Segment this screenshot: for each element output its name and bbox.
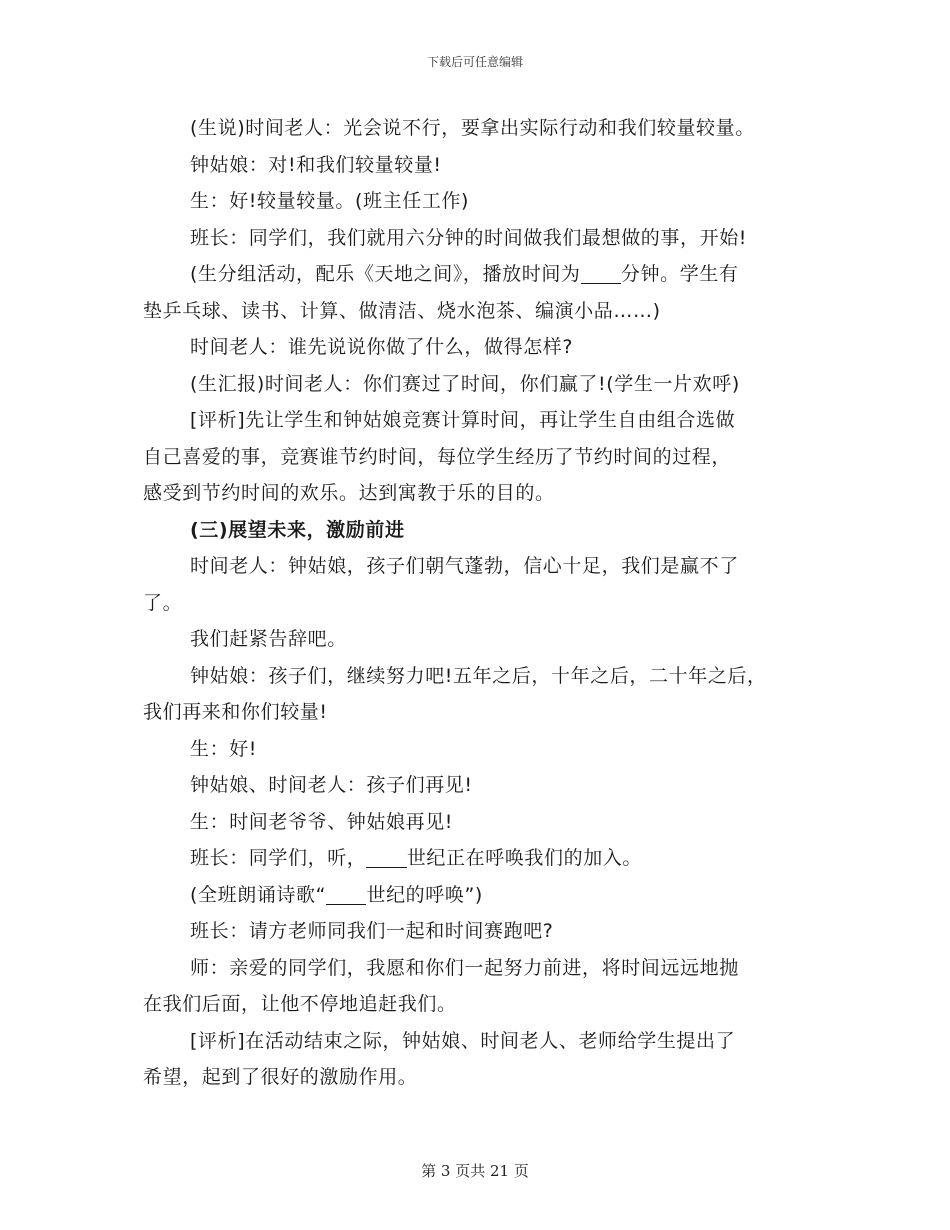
line-text-before: (生分组活动，配乐《天地之间》，播放时间为 — [190, 263, 581, 285]
paragraph-line: 钟姑娘：孩子们，继续努力吧!五年之后，十年之后，二十年之后， — [190, 664, 767, 687]
paragraph-line: 希望，起到了很好的激励作用。 — [143, 1066, 418, 1088]
paragraph-line: 钟姑娘：对!和我们较量较量! — [190, 153, 442, 176]
paragraph-line: 时间老人：钟姑娘，孩子们朝气蓬勃，信心十足，我们是赢不了 — [190, 555, 739, 577]
paragraph-line: 了。 — [143, 591, 183, 614]
line-text-after: 分钟。学生有 — [620, 263, 739, 285]
page-header: 下载后可任意编辑 — [426, 55, 523, 69]
paragraph-line — [143, 256, 823, 293]
paragraph-line: 时间老人：谁先说说你做了什么，做得怎样? — [190, 336, 574, 358]
line-text-before: (全班朗诵诗歌“ — [190, 883, 327, 906]
paragraph-line: 生：好! — [190, 737, 258, 760]
fill-in-blank — [366, 849, 406, 868]
paragraph-line: [评析]在活动结束之际，钟姑娘、时间老人、老师给学生提出了 — [190, 1029, 736, 1052]
paragraph-line: 师：亲爱的同学们，我愿和你们一起努力前进，将时间远远地抛 — [190, 956, 739, 979]
line-text-after: 世纪正在呼唤我们的加入。 — [406, 847, 643, 869]
paragraph-line: 感受到节约时间的欢乐。达到寓教于乐的目的。 — [143, 482, 555, 504]
paragraph-line: 我们再来和你们较量! — [143, 701, 328, 723]
paragraph-line: 班长：请方老师同我们一起和时间赛跑吧? — [190, 920, 554, 942]
paragraph-line — [143, 840, 823, 877]
paragraph-line: 生：好!较量较量。(班主任工作) — [190, 190, 470, 212]
fill-in-blank — [581, 265, 621, 284]
fill-in-blank — [326, 886, 366, 905]
paragraph-line: 在我们后面，让他不停地追赶我们。 — [143, 993, 457, 1015]
paragraph-line — [143, 877, 823, 914]
line-text-after: 世纪的呼唤”) — [366, 883, 483, 906]
paragraph-line: (生说)时间老人：光会说不行，要拿出实际行动和我们较量较量。 — [190, 117, 755, 139]
paragraph-line: [评析]先让学生和钟姑娘竞赛计算时间，再让学生自由组合选做 — [190, 409, 736, 431]
paragraph-line: 自己喜爱的事，竞赛谁节约时间，每位学生经历了节约时间的过程， — [143, 445, 732, 468]
page-footer: 第 3 页共 21 页 — [421, 1162, 529, 1180]
line-text-before: 班长：同学们，听， — [190, 847, 367, 869]
paragraph-line: 垫乒乓球、读书、计算、做清洁、烧水泡茶、编演小品……) — [143, 299, 661, 322]
paragraph-line: (生汇报)时间老人：你们赛过了时间，你们赢了!(学生一片欢呼) — [190, 372, 740, 395]
paragraph-line: 班长：同学们，我们就用六分钟的时间做我们最想做的事，开始! — [190, 226, 748, 249]
section-heading: (三)展望未来，激励前进 — [190, 518, 405, 541]
paragraph-line: 我们赶紧告辞吧。 — [190, 628, 347, 650]
paragraph-line: 钟姑娘、时间老人：孩子们再见! — [190, 774, 473, 796]
paragraph-line: 生：时间老爷爷、钟姑娘再见! — [190, 810, 454, 833]
document-body — [143, 110, 823, 1096]
